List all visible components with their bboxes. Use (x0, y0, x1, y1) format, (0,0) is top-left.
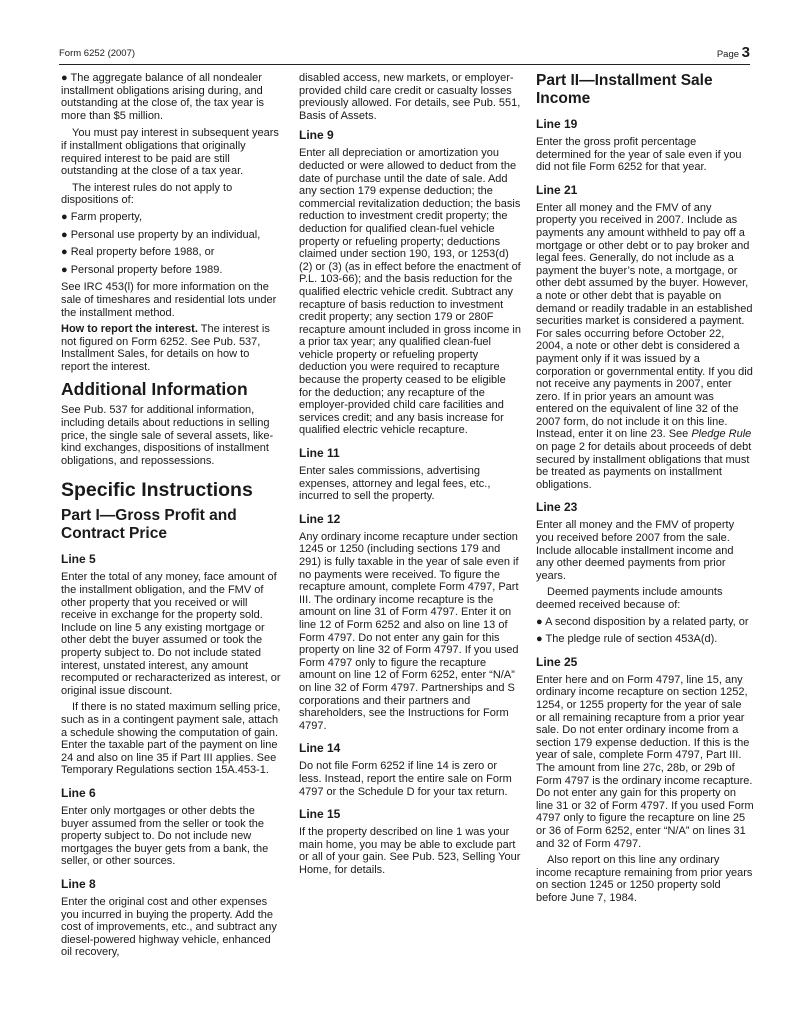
heading-line-5: Line 5 (61, 552, 96, 567)
page-number: 3 (741, 44, 750, 61)
heading-line-9: Line 9 (299, 128, 334, 143)
page-header (59, 44, 750, 64)
paragraph: Deemed payments include amounts deemed received because of: (536, 586, 723, 611)
form-label: Form 6252 (2007) (59, 48, 136, 59)
heading-line-12: Line 12 (299, 511, 341, 526)
column-2 (299, 72, 521, 880)
paragraph: See IRC 453(l) for more information on the sale of timeshares and residential lots under the installment method. (61, 281, 277, 319)
paragraph: Enter the total of any money, face amount of the installment obligation, and the FMV of other property that you received or will receive in exchange for the property sold. Include on line 5 any existing mortgage or other debt the buyer assumed or took the property subject to. Do not include stated interest, unstated interest, any amount recomputed or recharacterized as interest, or original issue discount. (61, 571, 281, 697)
heading-specific-instructions: Specific Instructions (61, 479, 253, 502)
bullet-text: Personal use property by an individual, (70, 228, 261, 241)
paragraph: Also report on this line any ordinary income recapture remaining from prior years on section 1245 or 1250 property sold before June 7, 1984. (536, 854, 753, 904)
heading-line-21: Line 21 (536, 182, 578, 197)
bullet-text: A second disposition by a related party, or (545, 615, 749, 628)
bullet-item: ● Personal property before 1989. (61, 263, 223, 276)
paragraph: Enter the original cost and other expenses you incurred in buying the property. Add the cost of improvements, etc., and subtract any diesel-powered highway vehicle, enhanced oil recovery, (61, 895, 277, 959)
paragraph: Enter the gross profit percentage determined for the year of sale even if you did not file Form 6252 for that year. (536, 136, 742, 174)
bullet-item: ● A second disposition by a related party, or (536, 615, 749, 628)
paragraph: Enter all depreciation or amortization you deducted or were allowed to deduct from the date of purchase until the date of sale. Add any section 179 expense deduction; the commercial revitalization deduction; the basis reduction to investment credit property; the deduction for qualified clean-fuel vehicle property or refueling property; deductions claimed under section 190, 193, or 1253(d)(2) or (3) (as in effect before the enactment of P.L. 103-66); and the basis reduction for the qualified electric vehicle credit. Subtract any recapture of basis reduction to investment credit property; any section 179 or 280F recapture amount included in gross income in a prior tax year; any qualified clean-fuel vehicle property or refueling property deduction you were required to recapture because the property ceased to be eligible for the deduction; any recapture of the employer-provided child care facilities and services credit; and any basis increase for qualified electric vehicle recapture. (299, 147, 521, 437)
bullet-item: ● Personal use property by an individual, (61, 228, 261, 241)
paragraph: If there is no stated maximum selling price, such as in a contingent payment sale, attach a schedule showing the computation of gain. Enter the taxable part of the payment on line 24 and also on line 35 if Part III applies. See Temporary Regulations section 15A.453-1. (61, 701, 281, 777)
paragraph: Enter here and on Form 4797, line 15, any ordinary income recapture on section 1252, 1254, or 1255 property for the year of sale or all remaining recapture from a prior year sale. Do not enter ordinary income from a section 179 expense deduction. If this is the year of sale, complete Form 4797, Part III. The amount from line 27c, 28b, or 29b of Form 4797 is the ordinary income recapture. Do not enter any gain for this property on line 31 or 32 of Form 4797. If you used Form 4797 only to figure the recapture on line 25 or 36 of Form 6252, enter “N/A” on lines 31 and 32 of Form 4797. (536, 673, 754, 850)
page-label (717, 44, 750, 61)
paragraph: disabled access, new markets, or employer-provided child care credit or casualty losses previously allowed. For details, see Pub. 551, Basis of Assets. (299, 72, 521, 122)
paragraph: You must pay interest in subsequent years if installment obligations that originally required interest to be paid are still outstanding at the close of a tax year. (61, 127, 279, 178)
paragraph-text: The interest is not figured on Form 6252. See Pub. 537, Installment Sales, for details on how to report the interest. (61, 323, 270, 373)
bullet-item: ● The aggregate balance of all nondealer installment obligations arising during, and outstanding at the close of, the tax year is more than $5 million. (61, 72, 265, 122)
paragraph: Any ordinary income recapture under section 1245 or 1250 (including sections 179 and 291) is fully taxable in the year of sale even if no payments were received. To figure the recapture amount, complete Form 4797, Part III. The ordinary income recapture is the amount on line 31 of Form 4797. Enter it on line 12 of Form 6252 and also on line 13 of Form 4797. Do not enter any gain for this property on line 32 of Form 4797. If you used Form 4797 only to figure the recapture amount on line 12 of Form 6252, enter “N/A” on line 32 of Form 4797. Partnerships and S corporations and their partners and shareholders, see the Instructions for Form 4797. (299, 530, 519, 732)
paragraph: Do not file Form 6252 if line 14 is zero or less. Instead, report the entire sale on Form 4797 or the Schedule D for your tax return. (299, 760, 512, 798)
paragraph-text: Enter all money and the FMV of any property you received in 2007. Include as payments any amount withheld to pay off a mortgage or other debt or to pay broker and legal fees. Generally, do not include as a payment the buyer’s note, a mortgage, or other debt assumed by the buyer. However, a note or other debt that is payable on demand or readily tradable in an established securities market is considered a payment. For sales occurring before October 22, 2004, a note or other debt is considered a payment only if it was issued by a corporation or governmental entity. If you did not receive any payments in 2007, enter zero. If in prior years an amount was entered on the equivalent of line 32 of the 2007 form, do not include it on this line. Instead, enter it on line 23. See (536, 201, 753, 441)
heading-part-2: Part II—Installment Sale Income (536, 72, 713, 107)
heading-line-19: Line 19 (536, 117, 578, 131)
paragraph: Enter all money and the FMV of property you received before 2007 from the sale. Include allocable installment income and any other deemed payments from prior years. (536, 519, 735, 582)
header-rule (59, 64, 750, 65)
paragraph: If the property described on line 1 was your main home, you may be able to exclude part or all of your gain. See Pub. 523, Selling Your Home, for details. (299, 826, 521, 876)
paragraph: Enter only mortgages or other debts the buyer assumed from the seller or took the property subject to. Do not include new mortgages the buyer gets from a bank, the seller, or other sources. (61, 804, 269, 868)
paragraph: Enter sales commissions, advertising expenses, attorney and legal fees, etc., incurred to sell the property. (299, 465, 491, 503)
page-word: Page (716, 49, 740, 60)
heading-line-6: Line 6 (61, 785, 96, 800)
heading-line-14: Line 14 (299, 741, 341, 756)
bullet-item: ● Real property before 1988, or (61, 246, 215, 259)
paragraph: The interest rules do not apply to dispositions of: (61, 181, 233, 207)
paragraph (536, 202, 754, 492)
paragraph: See Pub. 537 for additional information, including details about reductions in selling price, the single sale of several assets, like-kind exchanges, dispositions of installment obligations, and repossessions. (61, 404, 274, 467)
heading-line-15: Line 15 (299, 807, 341, 822)
paragraph (61, 323, 281, 373)
heading-part-1: Part I—Gross Profit and Contract Price (61, 507, 237, 543)
heading-line-23: Line 23 (536, 500, 578, 515)
heading-additional-information: Additional Information (61, 379, 248, 400)
bullet-text: The pledge rule of section 453A(d). (545, 633, 718, 646)
bullet-text: Personal property before 1989. (70, 263, 223, 276)
bullet-text: The aggregate balance of all nondealer installment obligations arising during, and outstanding at the close of, the tax year is more than $5 million. (61, 72, 265, 122)
heading-line-11: Line 11 (299, 446, 340, 461)
column-3 (536, 72, 754, 908)
bullet-text: Farm property, (70, 210, 143, 223)
run-in-heading: How to report the interest. (61, 323, 198, 336)
paragraph-text: on page 2 for details about proceeds of debt secured by installment obligations that must be treated as payments on installment obligations. (536, 441, 752, 491)
emphasis-pledge-rule: Pledge Rule (691, 428, 752, 441)
bullet-text: Real property before 1988, or (70, 246, 215, 259)
bullet-item: ● Farm property, (61, 210, 143, 223)
heading-line-8: Line 8 (61, 876, 96, 891)
column-1 (61, 72, 281, 963)
bullet-item: ● The pledge rule of section 453A(d). (536, 633, 718, 646)
heading-line-25: Line 25 (536, 654, 578, 669)
